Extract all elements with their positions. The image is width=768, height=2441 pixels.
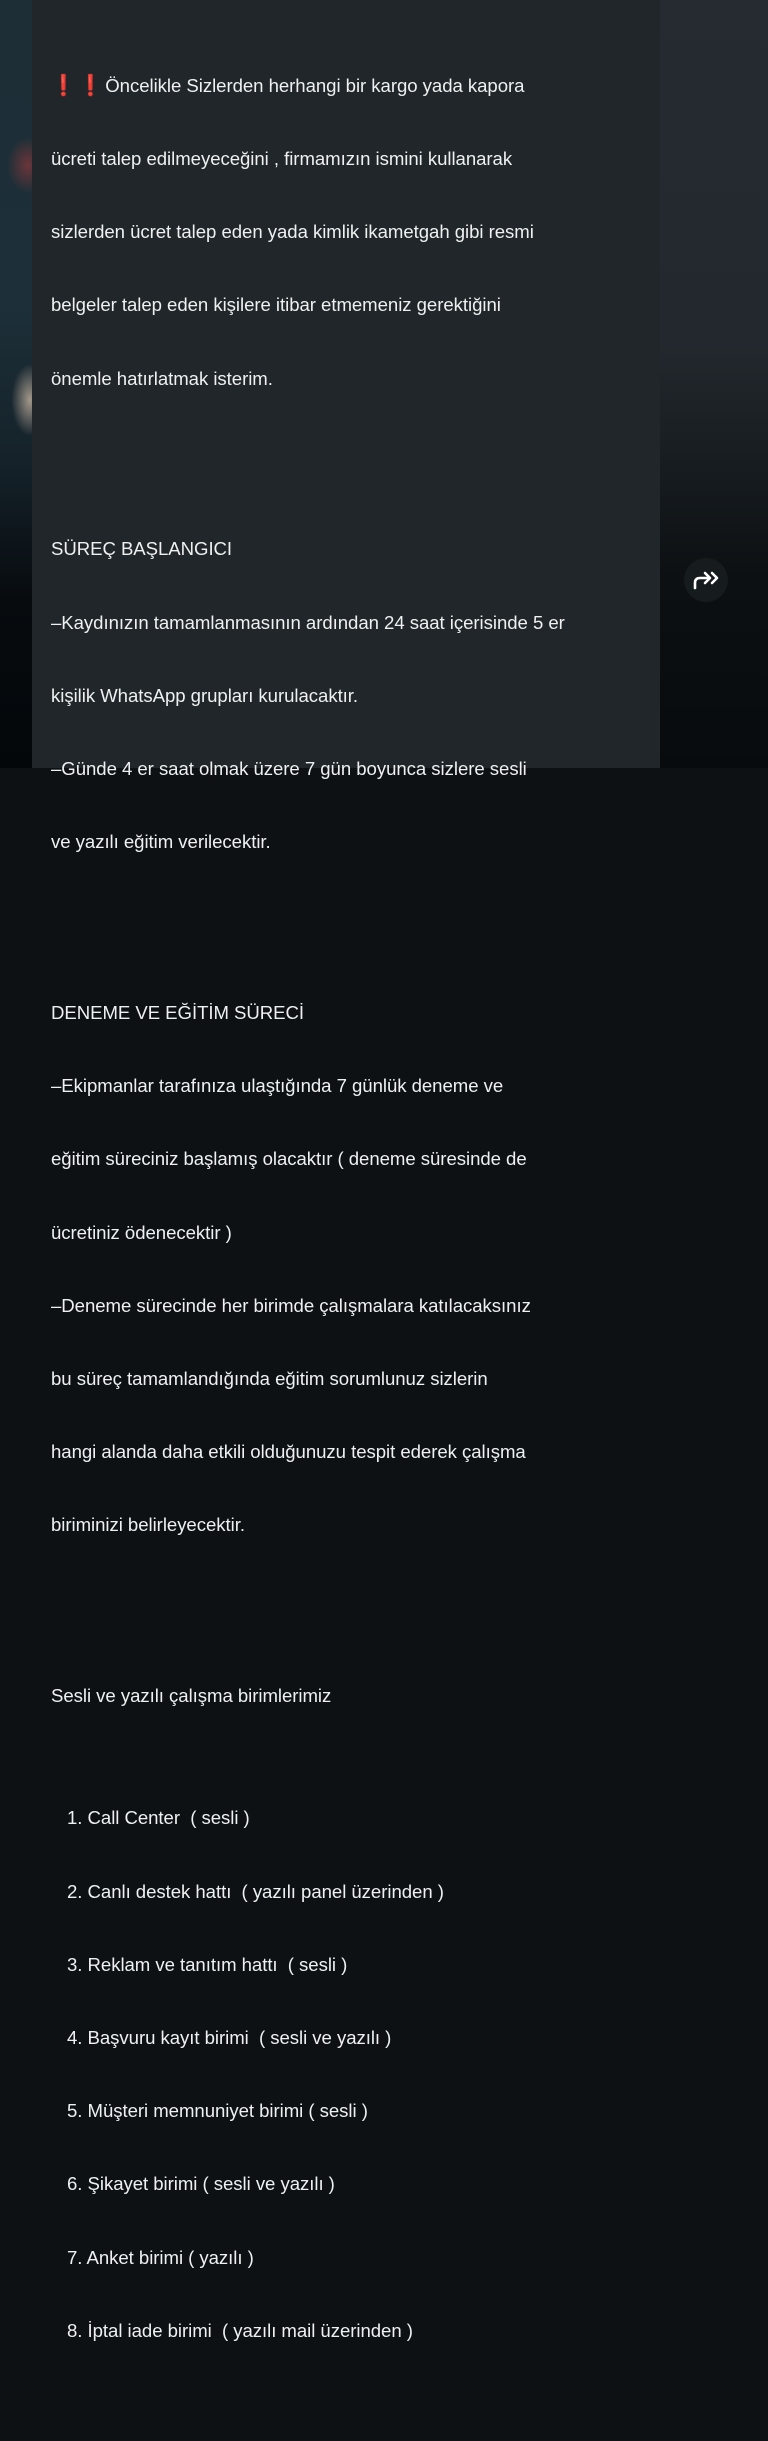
message-bubble[interactable] <box>32 0 660 2341</box>
section-title-calisma-birimleri: Sesli ve yazılı çalışma birimlerimiz <box>51 1685 332 1707</box>
list-item: 1. Call Center ( sesli ) <box>67 1807 250 1829</box>
intro-line: sizlerden ücret talep eden yada kimlik ikametgah gibi resmi <box>51 221 534 243</box>
blank-line <box>51 903 660 927</box>
exclamation-icon: ❗ <box>51 74 76 97</box>
intro-line: belgeler talep eden kişilere itibar etmemeniz gerektiğini <box>51 294 501 316</box>
list-item: 3. Reklam ve tanıtım hattı ( sesli ) <box>67 1953 348 1975</box>
list-item: 7. Anket birimi ( yazılı ) <box>67 2246 254 2268</box>
units-list <box>51 1758 660 2392</box>
blank-line <box>51 440 660 464</box>
message-text <box>51 25 660 2441</box>
section2-line: ücretiniz ödenecektir ) <box>51 1221 232 1243</box>
list-item: 8. İptal iade birimi ( yazılı mail üzerinden ) <box>67 2319 413 2341</box>
forward-button[interactable] <box>684 558 728 602</box>
section2-line: –Deneme sürecinde her birimde çalışmalara katılacaksınız <box>51 1294 531 1316</box>
section1-line: ve yazılı eğitim verilecektir. <box>51 831 271 853</box>
section1-line: kişilik WhatsApp grupları kurulacaktır. <box>51 684 359 706</box>
section-title-surec-baslangici: SÜREÇ BAŞLANGICI <box>51 538 233 560</box>
blank-line <box>51 1587 660 1611</box>
section2-line: bu süreç tamamlandığında eğitim sorumlunuz sizlerin <box>51 1368 488 1390</box>
exclamation-icon: ❗ <box>78 74 103 97</box>
list-item: 5. Müşteri memnuniyet birimi ( sesli ) <box>67 2100 368 2122</box>
list-item: 6. Şikayet birimi ( sesli ve yazılı ) <box>67 2173 335 2195</box>
intro-line: ücreti talep edilmeyeceğini , firmamızın ismini kullanarak <box>51 148 513 170</box>
background-right <box>660 0 768 768</box>
section2-line: hangi alanda daha etkili olduğunuzu tespit ederek çalışma <box>51 1441 526 1463</box>
section2-line: eğitim süreciniz başlamış olacaktır ( deneme süresinde de <box>51 1148 527 1170</box>
intro-line-1: ❗ ❗ Öncelikle Sizlerden herhangi bir kargo yada kapora <box>51 74 525 97</box>
section1-line: –Kaydınızın tamamlanmasının ardından 24 saat içerisinde 5 er <box>51 611 565 633</box>
section2-line: –Ekipmanlar tarafınıza ulaştığında 7 günlük deneme ve <box>51 1075 504 1097</box>
section1-line: –Günde 4 er saat olmak üzere 7 gün boyunca sizlere sesli <box>51 758 527 780</box>
section2-line: biriminizi belirleyecektir. <box>51 1514 245 1536</box>
section-title-deneme-egitim: DENEME VE EĞİTİM SÜRECİ <box>51 1002 304 1024</box>
list-item: 4. Başvuru kayıt birimi ( sesli ve yazılı ) <box>67 2026 392 2048</box>
intro-line: önemle hatırlatmak isterim. <box>51 367 273 389</box>
forward-icon <box>691 569 721 591</box>
list-item: 2. Canlı destek hattı ( yazılı panel üzerinden ) <box>67 1880 444 1902</box>
